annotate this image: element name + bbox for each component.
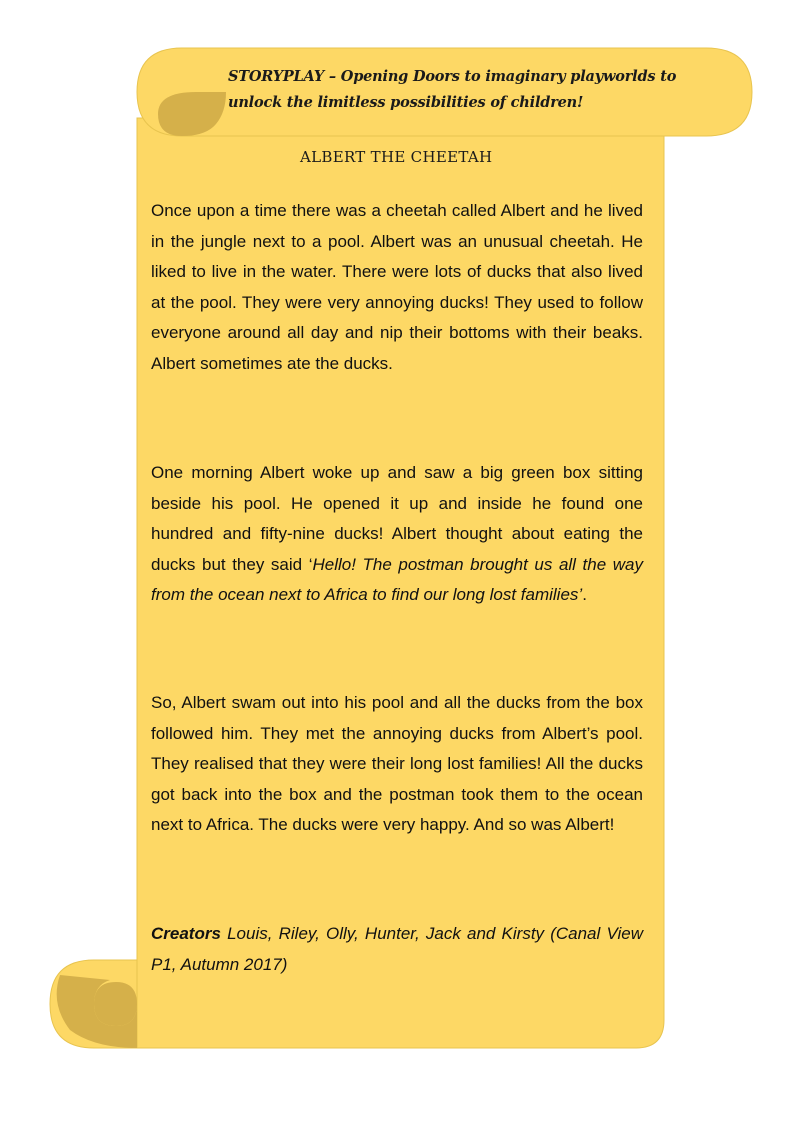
story-paragraph: So, Albert swam out into his pool and all the ducks from the box followed him. They met the annoying ducks from Albert’s pool. They realised that they were their long lost families! All the ducks got back into the box and the postman took them to the ocean next to Africa. The ducks were very happy. And so was Albert! <box>151 693 643 835</box>
paragraph-text: One morning Albert woke up and saw a big green box sitting beside his pool. He opened it up and inside he found one hundred and fifty-nine ducks! Albert thought about eating the ducks but they said ‘ <box>151 463 643 574</box>
story-credits <box>151 919 643 980</box>
story-paragraph <box>151 458 643 611</box>
story-paragraph: Once upon a time there was a cheetah called Albert and he lived in the jungle next to a pool. Albert was an unusual cheetah. He liked to live in the water. There were lots of ducks that also lived at the pool. They were very annoying ducks! They used to follow everyone around all day and nip their bottoms with their beaks. Albert sometimes ate the ducks. <box>151 201 643 373</box>
paragraph-end: . <box>582 585 587 605</box>
story-title: ALBERT THE CHEETAH <box>300 148 493 166</box>
ducks-quote: Hello! The postman brought us all the way from the ocean next to Africa to find our long lost families’ <box>151 554 643 605</box>
credits-names: Louis, Riley, Olly, Hunter, Jack and Kirsty (Canal View P1, Autumn 2017) <box>151 924 643 974</box>
storyplay-tagline: STORYPLAY – Opening Doors to imaginary playworlds to unlock the limitless possibilities of children! <box>228 68 677 111</box>
credits-label: Creators <box>151 924 221 943</box>
scroll-bottom-curl <box>94 982 137 1026</box>
